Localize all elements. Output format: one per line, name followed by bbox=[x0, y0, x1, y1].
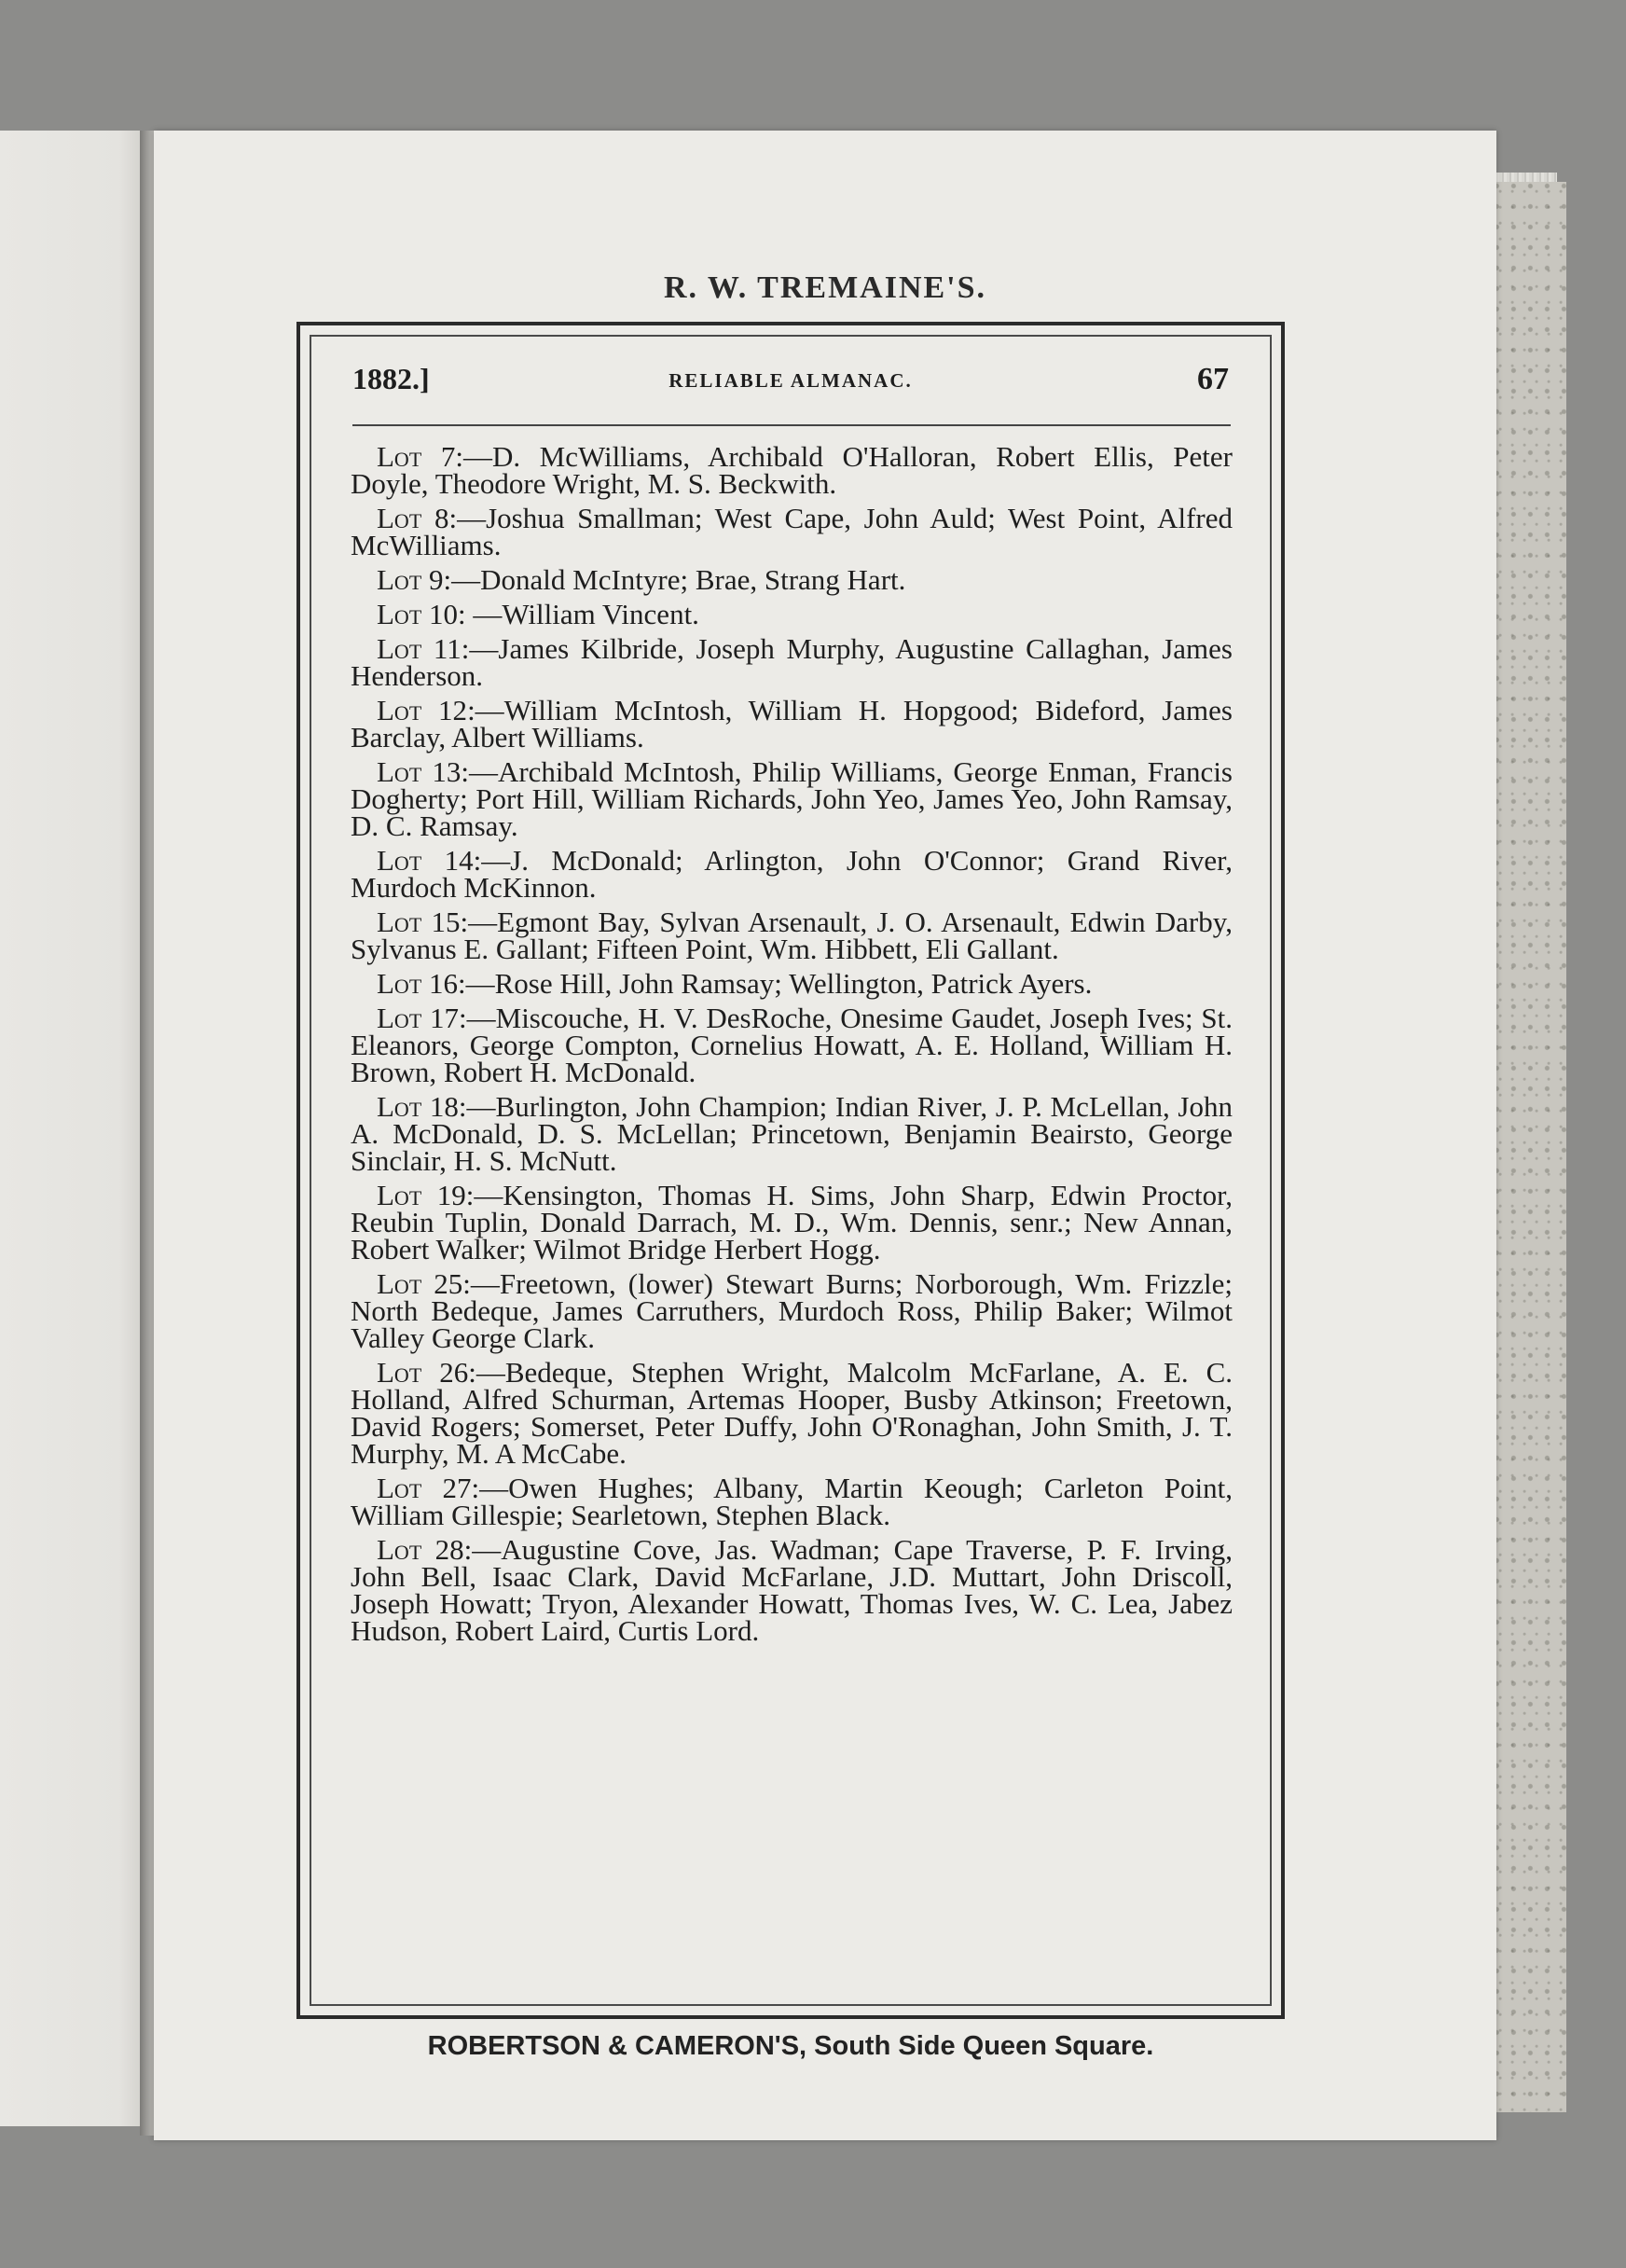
almanac-header bbox=[352, 362, 1229, 403]
lot-text: :—Rose Hill, John Ramsay; Wellington, Patrick Ayers. bbox=[458, 967, 1093, 1000]
lot-entry bbox=[351, 563, 1233, 596]
lot-text: :—William McIntosh, William H. Hopgood; Bideford, James Barclay, Albert Williams. bbox=[351, 694, 1233, 754]
lot-text: :—Egmont Bay, Sylvan Arsenault, J. O. Arsenault, Edwin Darby, Sylvanus E. Gallant; Fifteen Point, Wm. Hibbett, Eli Gallant. bbox=[351, 906, 1233, 965]
lot-label: Lot 8 bbox=[377, 502, 449, 534]
lot-label: Lot 7 bbox=[377, 440, 456, 473]
lot-text: :—Archibald McIntosh, Philip Williams, George Enman, Francis Dogherty; Port Hill, William Richards, John Yeo, James Yeo, John Ramsay, D. C. Ramsay. bbox=[351, 755, 1233, 842]
header-rule bbox=[352, 424, 1231, 426]
lot-entry bbox=[351, 1356, 1233, 1470]
lot-entry bbox=[351, 755, 1233, 842]
lot-text: :—Freetown, (lower) Stewart Burns; Norborough, Wm. Frizzle; North Bedeque, James Carruthers, Murdoch Ross, Philip Baker; Wilmot Valley George Clark. bbox=[351, 1267, 1233, 1354]
lot-entry bbox=[351, 906, 1233, 965]
lot-label: Lot 18 bbox=[377, 1090, 459, 1123]
lot-text: :—J. McDonald; Arlington, John O'Connor; Grand River, Murdoch McKinnon. bbox=[351, 844, 1233, 904]
lot-entry bbox=[351, 1472, 1233, 1531]
lot-entry bbox=[351, 1179, 1233, 1265]
lot-entries bbox=[351, 440, 1233, 1652]
lot-entry bbox=[351, 632, 1233, 692]
lot-entry bbox=[351, 1004, 1233, 1086]
lot-entry bbox=[351, 967, 1233, 1000]
lot-text: :—Bedeque, Stephen Wright, Malcolm McFarlane, A. E. C. Holland, Alfred Schurman, Artemas Hooper, Busby Atkinson; Freetown, David Rogers; Somerset, Peter Duffy, John O'Ronaghan, John Smith, J. T. Murphy, M. A McCabe. bbox=[351, 1356, 1233, 1470]
lot-label: Lot 15 bbox=[377, 906, 461, 938]
page-number: 67 bbox=[1197, 362, 1229, 396]
lot-text: :—Donald McIntyre; Brae, Strang Hart. bbox=[443, 563, 906, 596]
lot-text: : —William Vincent. bbox=[458, 598, 699, 630]
lot-entry bbox=[351, 844, 1233, 904]
lot-label: Lot 14 bbox=[377, 844, 474, 877]
lot-label: Lot 26 bbox=[377, 1356, 469, 1389]
lot-label: Lot 11 bbox=[377, 632, 462, 665]
lot-label: Lot 13 bbox=[377, 755, 462, 788]
lot-entry bbox=[351, 694, 1233, 754]
lot-label: Lot 12 bbox=[377, 694, 468, 726]
lot-label: Lot 28 bbox=[377, 1533, 464, 1566]
lot-label: Lot 9 bbox=[377, 563, 444, 596]
advertiser-footer: ROBERTSON & CAMERON'S, South Side Queen Square. bbox=[427, 2031, 1154, 2061]
lot-text: :—Joshua Smallman; West Cape, John Auld; West Point, Alfred McWilliams. bbox=[351, 502, 1233, 561]
lot-entry bbox=[351, 1267, 1233, 1354]
facing-page bbox=[0, 131, 149, 2126]
lot-label: Lot 19 bbox=[377, 1179, 466, 1211]
lot-label: Lot 10 bbox=[377, 598, 459, 630]
lot-entry bbox=[351, 440, 1233, 500]
running-head: R. W. TREMAINE'S. bbox=[663, 270, 987, 305]
lot-text: :—Owen Hughes; Albany, Martin Keough; Carleton Point, William Gillespie; Searletown, Stephen Black. bbox=[351, 1472, 1233, 1531]
header-title: RELIABLE ALMANAC. bbox=[668, 369, 913, 392]
lot-label: Lot 16 bbox=[377, 967, 459, 1000]
lot-text: :—James Kilbride, Joseph Murphy, Augustine Callaghan, James Henderson. bbox=[351, 632, 1233, 692]
lot-text: :—Kensington, Thomas H. Sims, John Sharp, Edwin Proctor, Reubin Tuplin, Donald Darrach, M. D., Wm. Dennis, senr.; New Annan, Robert Walker; Wilmot Bridge Herbert Hogg. bbox=[351, 1179, 1233, 1265]
lot-label: Lot 25 bbox=[377, 1267, 463, 1300]
lot-text: :—D. McWilliams, Archibald O'Halloran, Robert Ellis, Peter Doyle, Theodore Wright, M. S. Beckwith. bbox=[351, 440, 1233, 500]
lot-text: :—Augustine Cove, Jas. Wadman; Cape Traverse, P. F. Irving, John Bell, Isaac Clark, David McFarlane, J.D. Muttart, John Driscoll, Joseph Howatt; Tryon, Alexander Howatt, Thomas Ives, W. C. Lea, Jabez Hudson, Robert Laird, Curtis Lord. bbox=[351, 1533, 1233, 1647]
lot-entry bbox=[351, 502, 1233, 561]
lot-text: :—Miscouche, H. V. DesRoche, Onesime Gaudet, Joseph Ives; St. Eleanors, George Compton, Cornelius Howatt, A. E. Holland, William H. Brown, Robert H. McDonald. bbox=[351, 1002, 1233, 1088]
book-fore-edge bbox=[1492, 182, 1566, 2112]
lot-entry bbox=[351, 1090, 1233, 1177]
lot-label: Lot 27 bbox=[377, 1472, 472, 1504]
lot-text: :—Burlington, John Champion; Indian River, J. P. McLellan, John A. McDonald, D. S. McLellan; Princetown, Benjamin Beairsto, George Sinclair, H. S. McNutt. bbox=[351, 1090, 1233, 1177]
header-year: 1882.] bbox=[352, 362, 430, 395]
lot-entry bbox=[351, 598, 1233, 630]
lot-label: Lot 17 bbox=[377, 1002, 460, 1034]
lot-entry bbox=[351, 1533, 1233, 1647]
